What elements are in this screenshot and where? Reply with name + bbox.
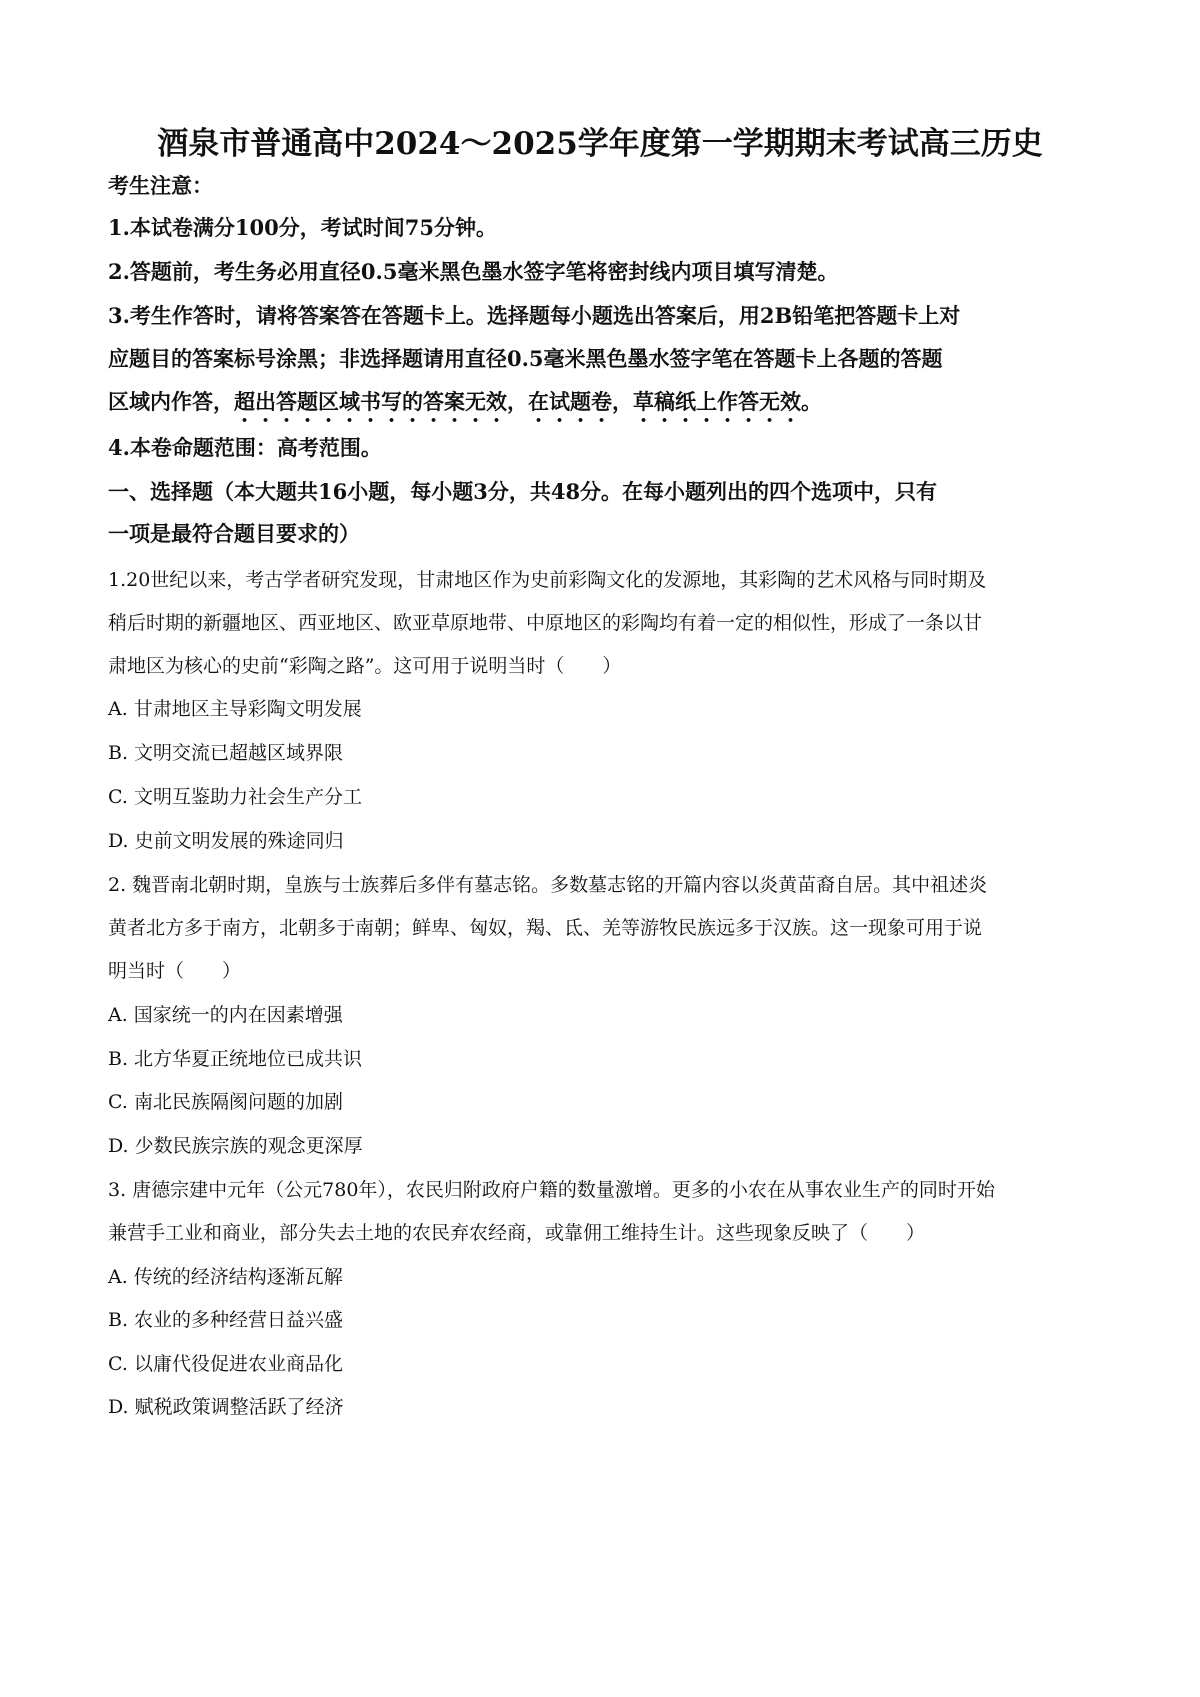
- notice-item-2: 2.答题前，考生务必用直径0.5毫米黑色墨水签字笔将密封线内项目填写清楚。: [108, 259, 839, 284]
- question-text-line: 明当时（ ）: [108, 960, 242, 982]
- option-d: D. 赋税政策调整活跃了经济: [108, 1396, 344, 1418]
- option-b: B. 文明交流已超越区域界限: [108, 742, 344, 764]
- option-a: A. 甘肃地区主导彩陶文明发展: [108, 698, 362, 720]
- option-d: D. 少数民族宗族的观念更深厚: [108, 1135, 363, 1157]
- exam-title: 酒泉市普通高中2024～2025学年度第一学期期末考试高三历史: [157, 126, 1043, 162]
- notice-item-3-line-2: 应题目的答案标号涂黑；非选择题请用直径0.5毫米黑色墨水签字笔在答题卡上各题的答题: [108, 346, 943, 371]
- emphasized-text: 超出答题区域书写的答案无效: [234, 389, 507, 414]
- emphasized-text: 在试题卷: [528, 389, 612, 414]
- notice-item-3-line-3: [108, 386, 1100, 427]
- notice-heading: 考生注意：: [108, 173, 213, 198]
- question-text-line: 2. 魏晋南北朝时期，皇族与士族葬后多伴有墓志铭。多数墓志铭的开篇内容以炎黄苗裔自居。其中祖述炎: [108, 874, 988, 896]
- option-a: A. 国家统一的内在因素增强: [108, 1004, 343, 1026]
- notice-text: ，: [507, 389, 528, 414]
- option-c: C. 以庸代役促进农业商品化: [108, 1353, 343, 1375]
- notice-text: 区域内作答，: [108, 389, 234, 414]
- notice-item-1: 1.本试卷满分100分，考试时间75分钟。: [108, 215, 497, 240]
- question-text-line: 兼营手工业和商业，部分失去土地的农民弃农经商，或靠佣工维持生计。这些现象反映了（ ）: [108, 1222, 926, 1244]
- question-text-line: 黄者北方多于南方，北朝多于南朝；鲜卑、匈奴，羯、氐、羌等游牧民族远多于汉族。这一现象可用于说: [108, 917, 983, 939]
- notice-item-3-line-1: 3.考生作答时，请将答案答在答题卡上。选择题每小题选出答案后，用2B铅笔把答题卡上对: [108, 303, 961, 328]
- emphasized-text: 草稿纸上作答无效: [633, 389, 801, 414]
- section-heading-line-2: 一项是最符合题目要求的）: [108, 521, 360, 546]
- section-heading-line-1: 一、选择题（本大题共16小题，每小题3分，共48分。在每小题列出的四个选项中，只有: [108, 479, 938, 504]
- option-c: C. 文明互鉴助力社会生产分工: [108, 786, 362, 808]
- question-text-line: 3. 唐德宗建中元年（公元780年），农民归附政府户籍的数量激增。更多的小农在从事农业生产的同时开始: [108, 1179, 995, 1201]
- notice-text: 。: [801, 389, 822, 414]
- option-b: B. 北方华夏正统地位已成共识: [108, 1048, 363, 1070]
- option-c: C. 南北民族隔阂问题的加剧: [108, 1091, 343, 1113]
- notice-item-4: 4.本卷命题范围：高考范围。: [108, 435, 382, 460]
- question-text-line: 肃地区为核心的史前“彩陶之路”。这可用于说明当时（ ）: [108, 655, 622, 677]
- question-text-line: 1.20世纪以来，考古学者研究发现，甘肃地区作为史前彩陶文化的发源地，其彩陶的艺术风格与同时期及: [108, 569, 987, 591]
- question-text-line: 稍后时期的新疆地区、西亚地区、欧亚草原地带、中原地区的彩陶均有着一定的相似性，形成了一条以甘: [108, 612, 983, 634]
- option-a: A. 传统的经济结构逐渐瓦解: [108, 1266, 343, 1288]
- notice-text: ，: [612, 389, 633, 414]
- option-d: D. 史前文明发展的殊途同归: [108, 830, 344, 852]
- option-b: B. 农业的多种经营日益兴盛: [108, 1309, 344, 1331]
